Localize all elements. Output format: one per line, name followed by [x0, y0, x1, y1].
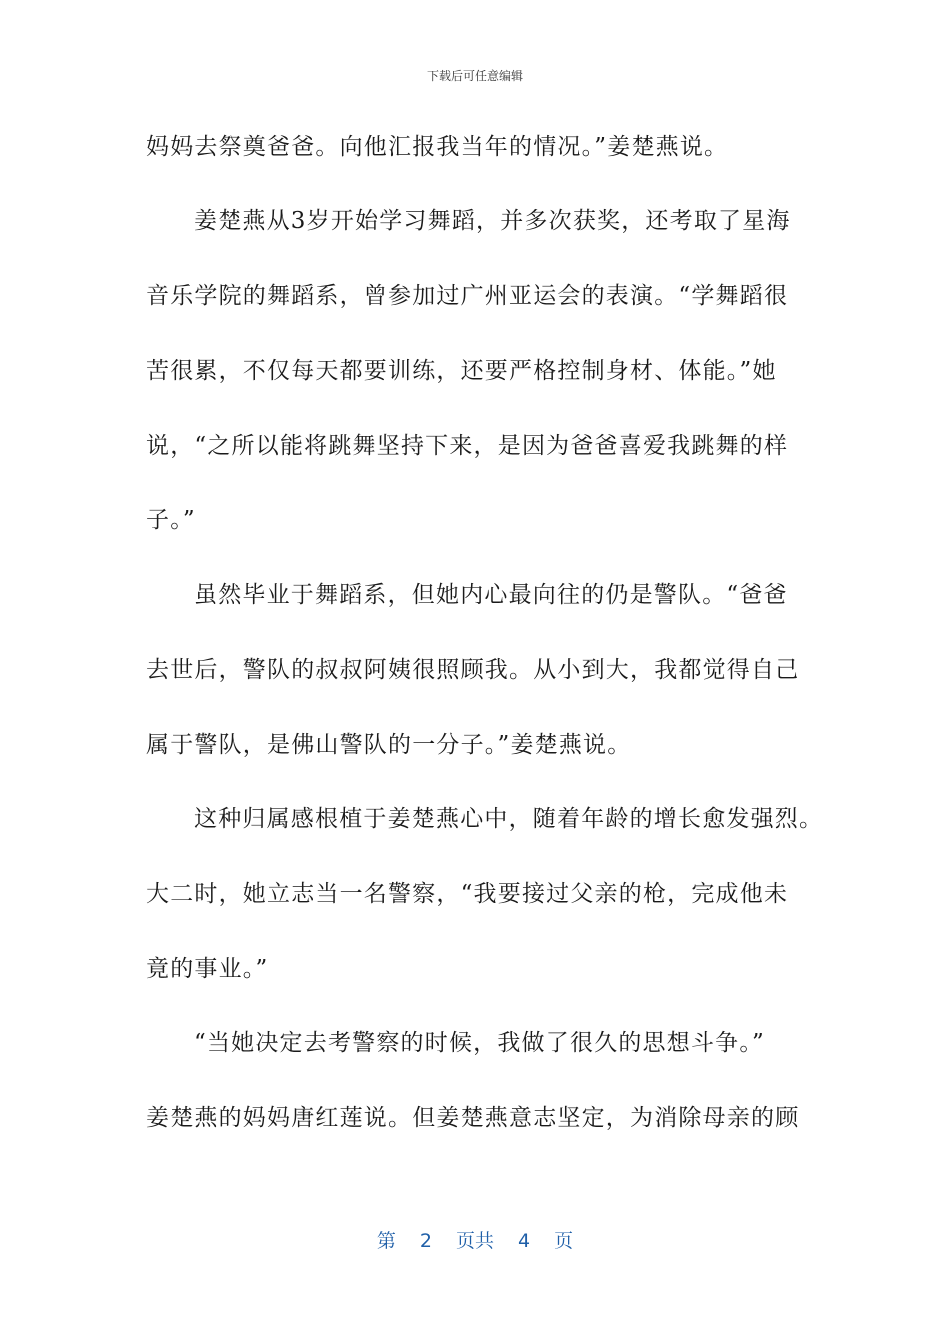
footer-total-pages: 4	[518, 1230, 531, 1252]
text-line: 苦很累，不仅每天都要训练，还要严格控制身材、体能。”她	[146, 358, 777, 384]
footer-prefix: 第	[376, 1230, 396, 1252]
text-line: “当她决定去考警察的时候，我做了很久的思想斗争。”	[194, 1030, 766, 1056]
text-line: 说，“之所以能将跳舞坚持下来，是因为爸爸喜爱我跳舞的样	[146, 433, 789, 459]
text-line: 大二时，她立志当一名警察，“我要接过父亲的枪，完成他未	[146, 881, 789, 907]
footer-suffix: 页	[554, 1230, 574, 1252]
text-line: 姜楚燕的妈妈唐红莲说。但姜楚燕意志坚定，为消除母亲的顾	[146, 1105, 800, 1131]
text-line: 子。”	[146, 507, 196, 533]
page-header: 下载后可任意编辑	[426, 69, 523, 83]
text-line: 虽然毕业于舞蹈系，但她内心最向往的仍是警队。“爸爸	[194, 582, 788, 608]
text-line: 去世后，警队的叔叔阿姨很照顾我。从小到大，我都觉得自己	[146, 657, 800, 683]
text-line: 姜楚燕从3岁开始学习舞蹈，并多次获奖，还考取了星海	[194, 208, 791, 234]
text-line: 音乐学院的舞蹈系，曾参加过广州亚运会的表演。“学舞蹈很	[146, 283, 789, 309]
text-line: 属于警队，是佛山警队的一分子。”姜楚燕说。	[146, 732, 632, 758]
text-line: 这种归属感根植于姜楚燕心中，随着年龄的增长愈发强烈。	[194, 806, 824, 832]
text-line: 妈妈去祭奠爸爸。向他汇报我当年的情况。”姜楚燕说。	[146, 134, 729, 160]
text-line: 竟的事业。”	[146, 956, 269, 982]
footer-middle: 页共	[455, 1230, 494, 1252]
page-footer	[0, 1226, 950, 1253]
footer-current-page: 2	[419, 1230, 432, 1252]
